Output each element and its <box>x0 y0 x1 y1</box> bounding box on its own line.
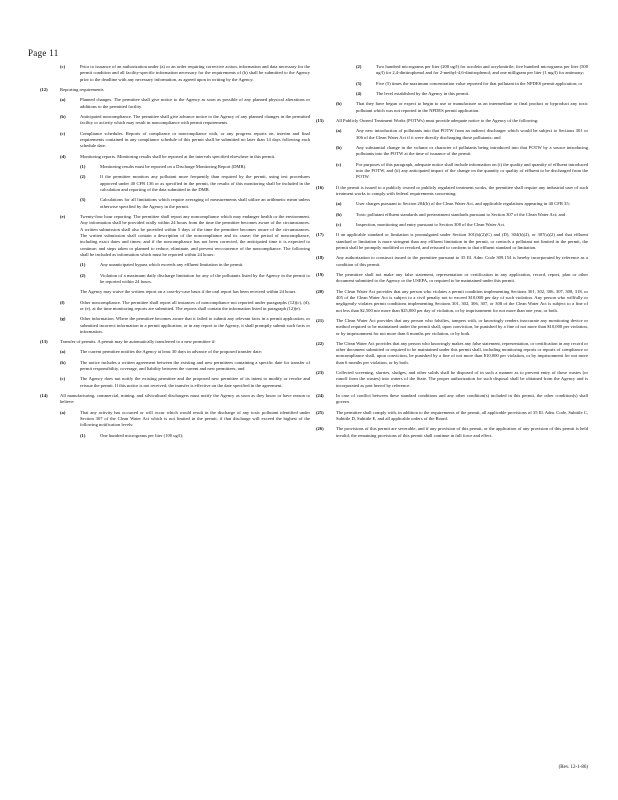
paragraph-label: (c) <box>336 161 342 167</box>
condition-paragraph <box>40 339 310 345</box>
paragraph-label: (17) <box>316 232 324 238</box>
paragraph-text: For purposes of this paragraph, adequate notice shall include information on (i) the quality and quantity of effluent introduced into the POTW, and (ii) any anticipated impact of the change on the quantity or quality of effluent to be discharged from the POTW. <box>356 161 588 180</box>
paragraph-label: (24) <box>316 393 324 399</box>
paragraph-label: (25) <box>316 409 324 415</box>
right-column <box>316 64 588 443</box>
paragraph-label: (21) <box>316 317 324 323</box>
paragraph-label: (a) <box>60 409 66 415</box>
paragraph-label: (3) <box>356 80 362 86</box>
paragraph-label: (a) <box>60 97 66 103</box>
revision-note: (Rev. 12-1-86) <box>558 765 588 770</box>
condition-paragraph <box>316 341 588 366</box>
paragraph-label: (2) <box>80 272 86 278</box>
paragraph-label: (2) <box>356 64 362 69</box>
paragraph-label: (13) <box>40 339 48 345</box>
condition-paragraph <box>40 114 310 127</box>
paragraph-text: User charges pursuant to Section 204(b) of the Clean Water Act, and applicable regulations appearing in 40 CFR 35; <box>356 201 570 207</box>
paragraph-label: (b) <box>336 144 342 150</box>
paragraph-label: (15) <box>316 117 324 123</box>
paragraph-label: (f) <box>60 299 65 305</box>
paragraph-label: (g) <box>60 316 66 322</box>
paragraph-text: Collected screening, slurries, sludges, and other solids shall be disposed of in such a manner as to prevent entry of those wastes (or runoff from the wastes) into waters of the State. The proper authorization for such disposal shall be obtained from the Agency and is incorporated as part hereof by reference. <box>336 370 588 388</box>
paragraph-label: (d) <box>60 153 66 159</box>
condition-paragraph <box>316 318 588 337</box>
paragraph-text: Any substantial change in the volume or character of pollutants being introduced into that POTW by a source introducing pollutants into the POTW at the time of issuance of the permit. <box>356 144 588 157</box>
paragraph-label: (c) <box>60 376 66 382</box>
paragraph-label: (26) <box>316 426 324 432</box>
paragraph-label: (1) <box>80 262 86 268</box>
paragraph-text: Toxic pollutant effluent standards and pretreatment standards pursuant to Section 307 of the Clean Water Act; and <box>356 211 566 217</box>
paragraph-text: Reporting requirements <box>60 86 104 92</box>
condition-paragraph <box>316 370 588 389</box>
paragraph-label: (1) <box>80 432 86 438</box>
paragraph-label: (20) <box>316 288 324 294</box>
paragraph-text: That they have begun or expect to begin to use or manufacture as an intermediate or final product or byproduct any toxic pollutant which was not reported in the NPDES permit application. <box>356 101 588 113</box>
paragraph-text: Inspection, monitoring and entry pursuant to Section 308 of the Clean Water Act. <box>356 221 506 227</box>
condition-paragraph <box>40 393 310 406</box>
paragraph-text: The current permittee notifies the Agency at least 30 days in advance of the proposed transfer date; <box>80 349 262 355</box>
condition-paragraph <box>316 118 588 124</box>
paragraph-label: (b) <box>60 113 66 119</box>
paragraph-text: Other information. Where the permittee becomes aware that it failed to submit any relevant facts in a permit application, or submitted incorrect information in a permit application, or in any report to the Agency, it shall promptly submit such facts or information. <box>80 316 310 334</box>
paragraph-text: Five (5) times the maximum concentration value reported for that pollutant in the NPDES permit application; or <box>376 80 583 86</box>
paragraph-text: In case of conflict between these standard conditions and any other condition(s) included in this permit, the other condition(s) shall govern. <box>336 393 588 405</box>
condition-paragraph <box>40 289 310 295</box>
condition-paragraph <box>40 316 310 335</box>
paragraph-label: (a) <box>336 201 342 207</box>
paragraph-text: If the permittee monitors any pollutant more frequently than required by the permit, using test procedures approved under 40 CFR 136 or as specified in the permit, the results of this monitoring shall be included in the calculation and reporting of the data submitted in the DMR. <box>100 174 310 192</box>
condition-paragraph <box>40 410 310 429</box>
condition-paragraph <box>40 174 310 193</box>
condition-paragraph <box>316 222 588 228</box>
paragraph-text: Violation of a maximum daily discharge limitation for any of the pollutants listed by the Agency in the permit to be reported within 24 hours. <box>100 272 310 284</box>
condition-paragraph <box>40 214 310 258</box>
paragraph-text: Planned changes. The permittee shall give notice to the Agency as soon as possible of any planned physical alterations or additions to the permitted facility. <box>80 97 310 109</box>
paragraph-label: (2) <box>80 174 86 180</box>
paragraph-text: That any activity has occurred or will occur which would result in the discharge of any toxic pollutant identified under Section 307 of the Clean Water Act which is not limited in the permit, if that discharge will exceed the highest of the following notification levels: <box>80 409 310 428</box>
condition-paragraph <box>40 300 310 313</box>
paragraph-label: (14) <box>40 393 48 399</box>
condition-paragraph <box>40 97 310 110</box>
paragraph-label: (b) <box>336 211 342 217</box>
condition-paragraph <box>40 64 310 83</box>
paragraph-label: (a) <box>60 349 66 355</box>
paragraph-text: Anticipated noncompliance. The permittee shall give advance notice to the Agency of any planned changes in the permitted facility or activity which may result in noncompliance with permit requirements. <box>80 113 310 126</box>
condition-paragraph <box>40 164 310 170</box>
condition-paragraph <box>316 185 588 198</box>
condition-paragraph <box>40 262 310 268</box>
paragraph-label: (c) <box>60 64 66 69</box>
paragraph-text: Twenty-four hour reporting. The permittee shall report any noncompliance which may endanger health or the environment. Any information shall be provided orally within 24 hours from the time the permittee becomes aware of the circumstances. A written submission shall also be provided within 5 days of the time the permittee becomes aware of the circumstances. The written submission shall contain a description of the noncompliance and its cause; the period of noncompliance, including exact dates and times; and if the noncompliance has not been corrected, the anticipated time it is expected to continue; and steps taken or planned to reduce, eliminate, and prevent reoccurrence of the noncompliance. The following shall be included as information which must be reported within 24 hours: <box>80 213 310 257</box>
condition-paragraph <box>316 410 588 423</box>
paragraph-label: (e) <box>60 213 66 219</box>
paragraph-text: Any unanticipated bypass which exceeds any effluent limitation in the permit. <box>100 262 244 268</box>
condition-paragraph <box>40 349 310 355</box>
paragraph-text: Calculations for all limitations which require averaging of measurements shall utilize an arithmetic mean unless otherwise specified by the Agency in the permit. <box>100 197 310 209</box>
paragraph-label: (16) <box>316 184 324 190</box>
paragraph-label: (22) <box>316 340 324 346</box>
paragraph-text: The notice includes a written agreement between the existing and new permittees containing a specific date for transfer of permit responsibility, coverage, and liability between the current and new permittees; and <box>80 359 310 372</box>
paragraph-label: (b) <box>336 101 342 107</box>
condition-paragraph <box>316 201 588 207</box>
condition-paragraph <box>40 131 310 150</box>
paragraph-label: (18) <box>316 255 324 261</box>
paragraph-text: The Agency does not notify the existing permittee and the proposed new permittee of its intent to modify or revoke and reissue the permit. If this notice is not received, the transfer is effective on the date specified in the agreement. <box>80 376 310 388</box>
paragraph-label: (4) <box>356 90 362 96</box>
paragraph-text: All manufacturing, commercial, mining, and silvicultural dischargers must notify the Agency as soon as they know or have reason to believe: <box>60 393 310 405</box>
paragraph-text: Monitoring reports. Monitoring results shall be reported at the intervals specified elsewhere in this permit. <box>80 153 276 159</box>
condition-paragraph <box>316 212 588 218</box>
paragraph-label: (3) <box>80 197 86 203</box>
condition-paragraph <box>40 360 310 373</box>
paragraph-label: (b) <box>60 359 66 365</box>
condition-paragraph <box>316 91 588 97</box>
paragraph-text: If the permit is issued to a publicly owned or publicly regulated treatment works, the permittee shall require any industrial user of such treatment works to comply with federal requirements concerning: <box>336 184 588 196</box>
paragraph-label: (1) <box>80 163 86 169</box>
condition-paragraph <box>316 289 588 314</box>
condition-paragraph <box>316 101 588 114</box>
condition-paragraph <box>316 81 588 87</box>
condition-paragraph <box>40 87 310 93</box>
left-column <box>40 64 310 443</box>
paragraph-text: Other noncompliance. The permittee shall report all instances of noncompliance not reported under paragraphs (12)(c), (d), or (e), at the time monitoring reports are submitted. The reports shall contain the information listed in paragraph (12)(e). <box>80 299 310 311</box>
condition-paragraph <box>40 433 310 439</box>
paragraph-text: All Publicly Owned Treatment Works (POTWs) must provide adequate notice to the Agency of the following: <box>336 117 539 123</box>
paragraph-text: The Clean Water Act provides that any person who knowingly makes any false statement, representation, or certification in any record or other document submitted or required to be maintained under this permit shall, including monitoring reports or reports of compliance or noncompliance shall, upon conviction, be punished by a fine of not more than $10,000 per violation, or by imprisonment for not more than 6 months per violation, or by both. <box>336 340 588 365</box>
condition-paragraph <box>316 64 588 77</box>
paragraph-text: If an applicable standard or limitation is promulgated under Section 301(b)(2)(C) and (D), 304(b)(2), or 307(a)(2) and that effluent standard or limitation is more stringent than any effluent limitation in the permit, or controls a pollutant not limited in the permit, the permit shall be promptly modified or revoked, and reissued to conform to that effluent standard or limitation. <box>336 232 588 250</box>
paragraph-label: (c) <box>60 130 66 136</box>
paragraph-text: Any new introduction of pollutants into that POTW from an indirect discharger which would be subject to Sections 301 or 306 of the Clean Water Act if it were directly discharging those pollutants; and <box>356 128 588 140</box>
paragraph-text: The permittee shall not make any false statement, representation or certification in any application, record, report, plan or other document submitted to the Agency or the USEPA, or required to be maintained under this permit. <box>336 271 588 284</box>
paragraph-label: (23) <box>316 370 324 376</box>
condition-paragraph <box>316 145 588 158</box>
paragraph-label: (12) <box>40 86 48 92</box>
paragraph-text: Transfer of permits. A permit may be automatically transferred to a new permittee if: <box>60 339 216 345</box>
paragraph-text: Any authorization to construct issued to the permittee pursuant to 35 Ill. Adm. Code 309.154 is hereby incorporated by reference as a condition of this permit. <box>336 255 588 267</box>
paragraph-text: One hundred micrograms per liter (100 ug/l); <box>100 432 184 438</box>
paragraph-text: The Clean Water Act provides that any person who falsifies, tampers with, or knowingly renders inaccurate any monitoring device or method required to be maintained under the permit shall, upon conviction, be punished by a fine of not more than $10,000 per violation, or by imprisonment for not more than 6 months per violation, or by both. <box>336 317 588 336</box>
condition-paragraph <box>316 255 588 268</box>
paragraph-text: Prior to issuance of an authorization under (a) or an order requiring corrective action, information and data necessary for the permit condition and all facility-specific information necessary for the requirements of (b) shall be submitted to the Agency prior to the deadline with any necessary information, as agreed upon in writing by the Agency. <box>80 64 310 82</box>
condition-paragraph <box>316 232 588 251</box>
page-number: Page 11 <box>28 48 59 58</box>
condition-paragraph <box>316 162 588 181</box>
condition-paragraph <box>316 426 588 439</box>
paragraph-text: Compliance schedules. Reports of compliance or noncompliance with, or any progress reports on, interim and final requirements contained in any compliance schedule of this permit shall be submitted no later than 14 days following each schedule date. <box>80 130 310 149</box>
paragraph-label: (19) <box>316 271 324 277</box>
condition-paragraph <box>316 272 588 285</box>
condition-paragraph <box>40 154 310 160</box>
condition-paragraph <box>40 197 310 210</box>
condition-paragraph <box>316 393 588 406</box>
paragraph-text: Two hundred micrograms per liter (200 ug/l) for acrolein and acrylonitrile; five hundred micrograms per liter (500 ug/l) for 2,4-dinitrophenol and for 2-methyl-4,6-dinitrophenol; and one milligram per liter (1 mg/l) for antimony; <box>376 64 588 76</box>
paragraph-text: The provisions of this permit are severable, and if any provision of this permit, or the application of any provision of this permit is held invalid, the remaining provisions of this permit shall continue in full force and effect. <box>336 426 588 438</box>
paragraph-label: (a) <box>336 128 342 134</box>
paragraph-text: The permittee shall comply with, in addition to the requirements of the permit, all applicable provisions of 35 Ill. Adm. Code, Subtitle C, Subtitle D, Subtitle E, and all applicable orders of the Board. <box>336 409 588 422</box>
paragraph-label: (c) <box>336 221 342 227</box>
paragraph-text: The Agency may waive the written report on a case-by-case basis if the oral report has been received within 24 hours. <box>80 289 297 295</box>
condition-paragraph <box>40 376 310 389</box>
paragraph-text: The Clean Water Act provides that any person who violates a permit condition implementing Sections 301, 302, 306, 307, 308, 318, or 405 of the Clean Water Act is subject to a civil penalty not to exceed $10,000 per day of such violation. Any person who willfully or negligently violates permit conditions implementing Sections 301, 302, 306, 307, or 308 of the Clean Water Act is subject to a fine of not less than $2,500 nor more than $25,000 per day of violation, or by imprisonment for not more than one year, or both. <box>336 288 588 313</box>
condition-paragraph <box>40 273 310 286</box>
condition-paragraph <box>316 128 588 141</box>
paragraph-text: Monitoring results must be reported on a Discharge Monitoring Report (DMR). <box>100 163 247 169</box>
paragraph-text: The level established by the Agency in this permit. <box>376 90 470 96</box>
